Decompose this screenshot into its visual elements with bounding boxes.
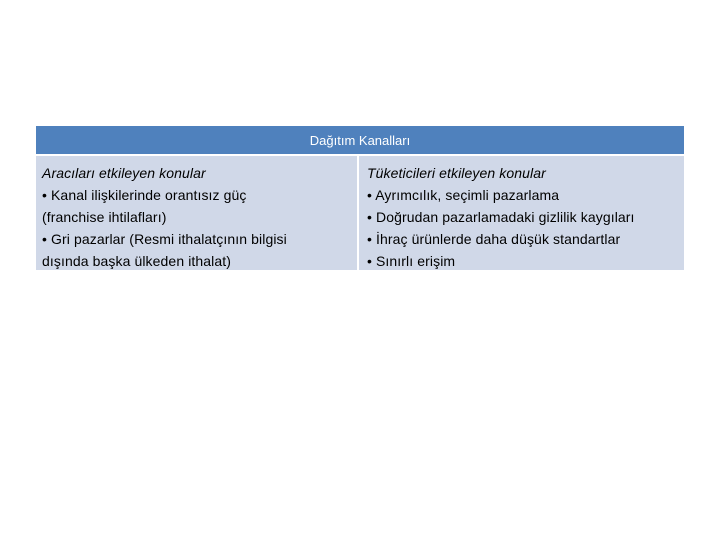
intermediaries-issue-line: • Gri pazarlar (Resmi ithalatçının bilgisi xyxy=(42,231,287,247)
intermediaries-issues-cell xyxy=(36,156,357,270)
intermediaries-issue-line: • Kanal ilişkilerinde orantısız güç xyxy=(42,187,247,203)
consumers-issues-title: Tüketicileri etkileyen konular xyxy=(367,165,546,181)
consumers-issue-line: • Doğrudan pazarlamadaki gizlilik kaygıları xyxy=(367,209,635,225)
consumers-issue-line: • Sınırlı erişim xyxy=(367,253,456,269)
table-header-title: Dağıtım Kanalları xyxy=(309,132,411,148)
consumers-issue-line: • Ayrımcılık, seçimli pazarlama xyxy=(367,187,560,203)
intermediaries-issues-title: Aracıları etkileyen konular xyxy=(42,165,206,181)
intermediaries-issue-line: dışında başka ülkeden ithalat) xyxy=(42,253,232,269)
distribution-channels-table xyxy=(36,126,684,270)
intermediaries-issue-line: (franchise ihtilafları) xyxy=(42,209,167,225)
consumers-issue-line: • İhraç ürünlerde daha düşük standartlar xyxy=(367,231,621,247)
table-header xyxy=(36,126,684,156)
consumers-issues-cell xyxy=(359,156,684,270)
table-body-row xyxy=(36,156,684,270)
